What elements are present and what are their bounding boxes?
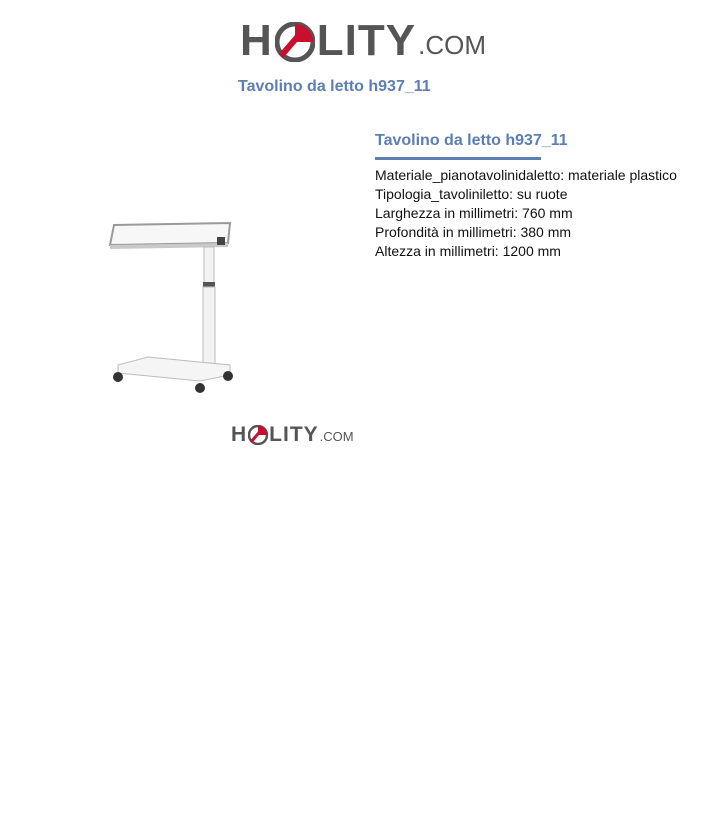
logo-domain: .COM — [319, 429, 354, 444]
logo-text-left: H — [240, 16, 273, 65]
spec-height: Altezza in millimetri: 1200 mm — [375, 243, 561, 259]
title-underline — [375, 157, 541, 160]
brand-logo-small[interactable] — [231, 420, 354, 446]
logo-o-icon — [275, 22, 315, 62]
spec-material: Materiale_pianotavolinidaletto: materiale plastico — [375, 167, 677, 183]
logo-text-right: LITY — [269, 423, 319, 446]
brand-logo[interactable] — [240, 12, 486, 64]
product-title: Tavolino da letto h937_11 — [375, 132, 568, 149]
spec-depth: Profondità in millimetri: 380 mm — [375, 224, 572, 240]
logo-o-icon — [248, 425, 268, 445]
spec-type: Tipologia_tavoliniletto: su ruote — [375, 186, 568, 202]
product-image — [100, 205, 280, 405]
logo-text-left: H — [231, 423, 248, 446]
spec-width: Larghezza in millimetri: 760 mm — [375, 205, 573, 221]
product-details — [375, 131, 715, 261]
logo-text-right: LITY — [316, 16, 417, 65]
logo-domain: .COM — [418, 30, 486, 60]
page-title: Tavolino da letto h937_11 — [238, 78, 431, 95]
